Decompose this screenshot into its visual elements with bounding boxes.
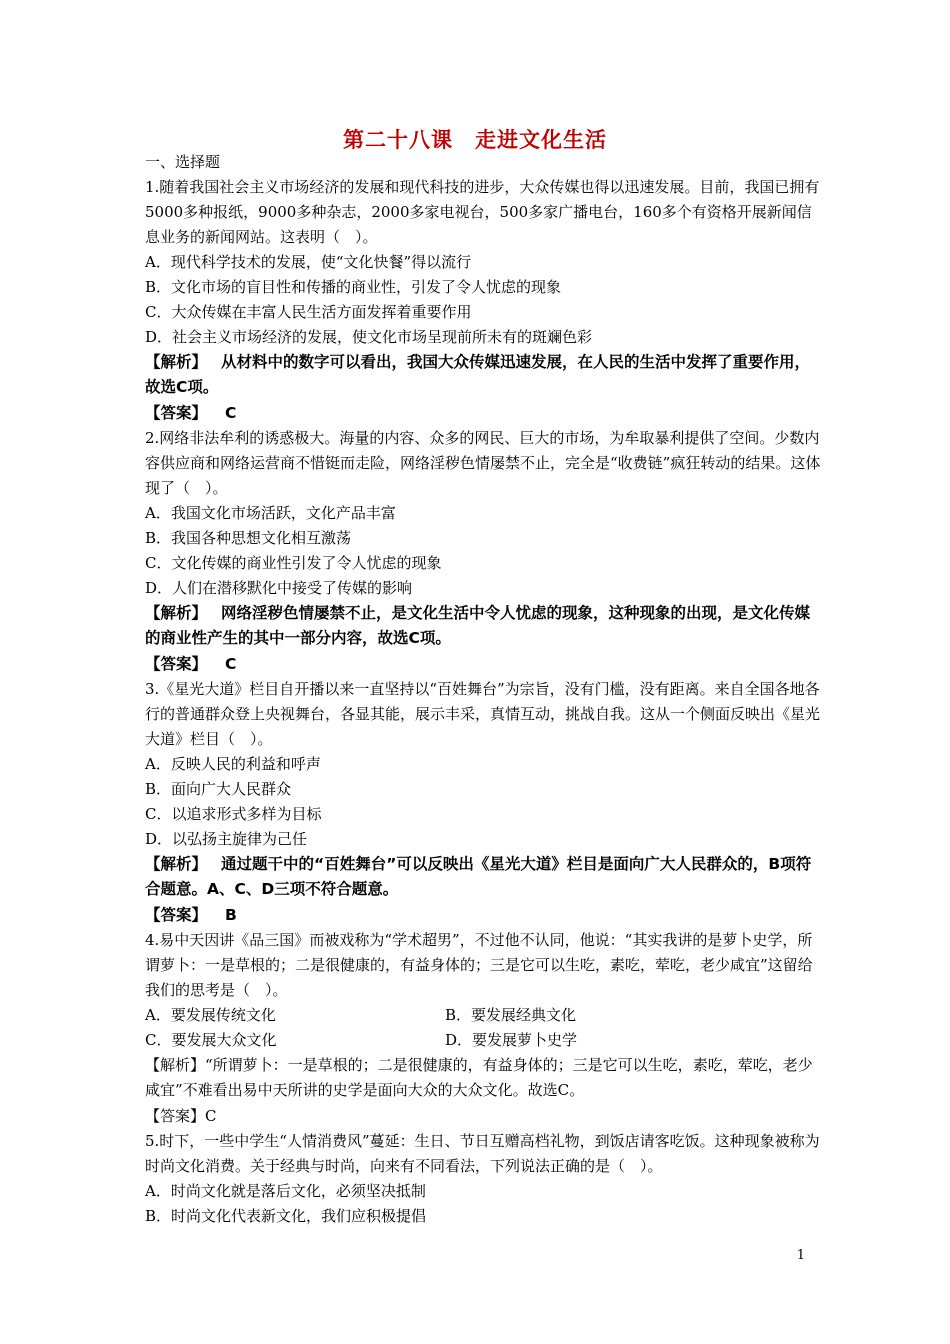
page-title: 第二十八课 走进文化生活 (343, 128, 607, 152)
option-d: D．要发展萝卜史学 (445, 1031, 578, 1049)
option-b: B．我国各种思想文化相互激荡 (145, 529, 352, 547)
analysis (145, 350, 825, 400)
option-b: B．面向广大人民群众 (145, 780, 292, 798)
analysis-label: 【解析】 (145, 604, 208, 622)
option-a: A．反映人民的利益和呼声 (145, 755, 321, 773)
section-heading: 一、选择题 (145, 153, 221, 171)
document-body (145, 150, 825, 1229)
answer-value: C (205, 1107, 217, 1125)
option-d: D．以弘扬主旋律为己任 (145, 830, 308, 848)
option-a: A．现代科学技术的发展，使“文化快餐”得以流行 (145, 253, 472, 271)
analysis (145, 852, 825, 902)
answer (145, 651, 825, 677)
option-d: D．人们在潜移默化中接受了传媒的影响 (145, 579, 413, 597)
question-3 (145, 677, 825, 928)
answer-label: 【答案】 (145, 906, 208, 924)
option-a: A．我国文化市场活跃，文化产品丰富 (145, 504, 396, 522)
question-5 (145, 1129, 825, 1229)
option-c: C．文化传媒的商业性引发了令人忧虑的现象 (145, 554, 442, 572)
option-c: C．要发展大众文化 (145, 1031, 277, 1049)
question-stem: 2.网络非法牟利的诱惑极大。海量的内容、众多的网民、巨大的市场，为牟取暴利提供了空间。少数内容供应商和网络运营商不惜铤而走险，网络淫秽色情屡禁不止，完全是“收费链”疯狂转动的结果。这体现了（ ）。 (145, 429, 821, 497)
analysis-text: 通过题干中的“百姓舞台”可以反映出《星光大道》栏目是面向广大人民群众的，B项符合题意。A、C、D三项不符合题意。 (145, 855, 812, 898)
question-1 (145, 175, 825, 426)
option-a: A．要发展传统文化 (145, 1006, 276, 1024)
page-number: 1 (796, 1248, 805, 1263)
answer (145, 902, 825, 928)
option-b: B．文化市场的盲目性和传播的商业性，引发了令人忧虑的现象 (145, 278, 562, 296)
option-d: D．社会主义市场经济的发展，使文化市场呈现前所未有的斑斓色彩 (145, 328, 593, 346)
answer-label: 【答案】 (145, 655, 208, 673)
options-row (145, 1028, 825, 1053)
answer-label: 【答案】 (145, 404, 208, 422)
option-c: C．以追求形式多样为目标 (145, 805, 322, 823)
question-stem: 3.《星光大道》栏目自开播以来一直坚持以“百姓舞台”为宗旨，没有门槛，没有距离。来自全国各地各行的普通群众登上央视舞台，各显其能，展示丰采，真情互动，挑战自我。这从一个侧面反映出《星光大道》栏目（ ）。 (145, 680, 821, 748)
answer-label: 【答案】 (145, 1107, 206, 1125)
question-stem: 1.随着我国社会主义市场经济的发展和现代科技的进步，大众传媒也得以迅速发展。目前，我国已拥有5000多种报纸，9000多种杂志，2000多家电视台，500多家广播电台，160多个有资格开展新闻信息业务的新闻网站。这表明（ ）。 (145, 178, 820, 246)
analysis-label: 【解析】 (145, 1056, 206, 1074)
option-c: C．大众传媒在丰富人民生活方面发挥着重要作用 (145, 303, 472, 321)
analysis-text: 从材料中的数字可以看出，我国大众传媒迅速发展，在人民的生活中发挥了重要作用，故选C项。 (145, 353, 811, 396)
answer (145, 400, 825, 426)
analysis-label: 【解析】 (145, 855, 208, 873)
question-4 (145, 928, 825, 1129)
analysis (145, 1053, 825, 1103)
analysis-text: “所谓萝卜：一是草根的；二是很健康的，有益身体的；三是它可以生吃，素吃，荤吃，老少咸宜”不难看出易中天所讲的史学是面向大众的大众文化。故选C。 (145, 1056, 813, 1099)
option-b: B．要发展经典文化 (445, 1006, 577, 1024)
question-stem: 4.易中天因讲《品三国》而被戏称为“学术超男”，不过他不认同，他说：“其实我讲的是萝卜史学，所谓萝卜：一是草根的；二是很健康的，有益身体的；三是它可以生吃，素吃，荤吃，老少咸宜”这留给我们的思考是（ ）。 (145, 931, 813, 999)
answer-value: C (225, 404, 237, 422)
question-stem: 5.时下，一些中学生“人情消费风”蔓延：生日、节日互赠高档礼物，到饭店请客吃饭。这种现象被称为时尚文化消费。关于经典与时尚，向来有不同看法，下列说法正确的是（ ）。 (145, 1132, 820, 1175)
answer-value: C (225, 655, 237, 673)
analysis (145, 601, 825, 651)
options-row (145, 1003, 825, 1028)
analysis-label: 【解析】 (145, 353, 208, 371)
answer-value: B (225, 906, 237, 924)
question-2 (145, 426, 825, 677)
analysis-text: 网络淫秽色情屡禁不止，是文化生活中令人忧虑的现象，这种现象的出现，是文化传媒的商业性产生的其中一部分内容，故选C项。 (145, 604, 811, 647)
option-b: B．时尚文化代表新文化，我们应积极提倡 (145, 1207, 427, 1225)
answer (145, 1103, 825, 1129)
option-a: A．时尚文化就是落后文化，必须坚决抵制 (145, 1182, 426, 1200)
